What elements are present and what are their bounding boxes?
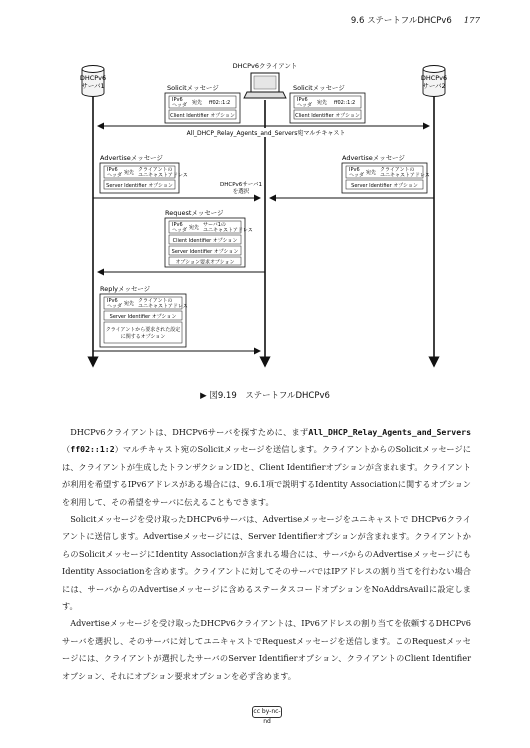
ipv6-header-label: IPv6 [107, 298, 118, 304]
select-note: DHCPv6サーバ1 [219, 182, 263, 188]
reply-title: Replyメッセージ [100, 285, 151, 293]
dest-value: ユニキャストアドレス [203, 227, 253, 234]
figure-caption: ▶ 図9.19 ステートフルDHCPv6 [200, 391, 330, 401]
body-text [62, 424, 471, 685]
dest-value: ff02::1:2 [334, 100, 356, 106]
ipv6-header-label: ヘッダ [349, 172, 365, 179]
text-run: ）マルチキャスト宛のSolicitメッセージを送信します。クライアントからのSolicitメッセージには、クライアントが生成したトランザクションIDと、Client Identifierオプションが含まれます。クライアントが利用を希望するIPv6アドレスがある場合には、9.6.1項で説明するIdentity Associationに関するオプションを利用して、その希望をサーバに伝えることもできます。 [62, 444, 471, 507]
server1-label: サーバ1 [81, 82, 105, 90]
dest-label: 宛先 [189, 225, 200, 231]
advertise-left-title: Advertiseメッセージ [100, 154, 163, 162]
text-run: （ [62, 444, 71, 455]
laptop-icon [244, 73, 286, 98]
paragraph [62, 424, 471, 511]
dest-label: 宛先 [124, 301, 135, 307]
dest-value: ユニキャストアドレス [138, 172, 188, 179]
request-title: Requestメッセージ [165, 209, 224, 217]
dest-label: 宛先 [317, 100, 328, 106]
server2-label: サーバ2 [422, 82, 446, 90]
server2-label: DHCPv6 [420, 74, 448, 82]
dest-label: 宛先 [124, 170, 135, 176]
ipv6-header-label: IPv6 [349, 167, 360, 173]
dest-label: 宛先 [366, 170, 377, 176]
option-label-line: クライアントから要求された設定 [105, 327, 181, 333]
ipv6-header-label: ヘッダ [297, 102, 313, 109]
ipv6-header-label: ヘッダ [172, 102, 188, 109]
dest-value: ff02::1:2 [209, 100, 231, 106]
page-number: 177 [463, 16, 480, 26]
server2-icon [421, 66, 447, 97]
option-label: Server Identifier オプション [351, 183, 418, 189]
ipv6-header-label: ヘッダ [172, 227, 188, 234]
client-label: DHCPv6クライアント [232, 62, 298, 70]
dest-value: ユニキャストアドレス [138, 303, 188, 310]
paragraph: Advertiseメッセージを受け取ったDHCPv6クライアントは、IPv6アドレスの割り当てを依頼するDHCPv6サーバを選択し、そのサーバに対してユニキャストでRequestメッセージを送信します。このRequestメッセージには、クライアントが選択したサーバのServer Identifierオプション、クライアントのClient Identifierオプション、それにオプション要求オプションを必ず含めます。 [62, 618, 471, 681]
option-label: Client Identifier オプション [295, 113, 360, 119]
option-label: Server Identifier オプション [109, 314, 177, 320]
code-run: ff02::1:2 [70, 444, 115, 455]
ipv6-header-label: IPv6 [297, 97, 308, 103]
dest-value: クライアントの [138, 167, 173, 173]
text-run: DHCPv6クライアントは、DHCPv6サーバを探すために、まず [70, 427, 309, 437]
select-note: を選択 [232, 189, 250, 195]
ipv6-header-label: ヘッダ [107, 303, 123, 310]
option-label: Server Identifier オプション [171, 249, 239, 255]
option-label: オプション要求オプション [175, 259, 235, 266]
ipv6-header-label: IPv6 [172, 222, 183, 228]
dest-value: クライアントの [138, 298, 173, 304]
dest-value: サーバ1の [203, 222, 226, 228]
solicit-right-title: Solicitメッセージ [293, 84, 345, 92]
server1-icon [80, 66, 106, 97]
solicit-left-title: Solicitメッセージ [167, 84, 219, 92]
ipv6-header-label: ヘッダ [107, 172, 123, 179]
section-title: 9.6 ステートフルDHCPv6 [350, 16, 452, 26]
option-label: Client Identifier オプション [170, 113, 235, 119]
dest-value: ユニキャストアドレス [380, 172, 430, 179]
server1-label: DHCPv6 [79, 74, 107, 82]
option-label: Client Identifier オプション [172, 238, 238, 244]
paragraph: Solicitメッセージを受け取ったDHCPv6サーバは、Advertiseメッセージをユニキャストで DHCPv6クライアントに送信します。Advertiseメッセージには、Server Identifierオプションが含まれます。クライアントからのSolicitメッセージにIdentity Associationが含まれる場合には、サーバからのAdvertiseメッセージにもIdentity Associationを含めます。クライアントに対してそのサーバではIPアドレスの割り当てを行わない場合には、サーバからのAdvertiseメッセージに含めるステータスコードオプションをNoAddrsAvailに設定します。 [62, 514, 471, 612]
cc-license-badge: cc by-nc-nd [253, 708, 281, 725]
ipv6-header-label: IPv6 [172, 97, 183, 103]
ipv6-header-label: IPv6 [107, 167, 118, 173]
multicast-label: All_DHCP_Relay_Agents_and_Servers宛マルチキャスト [186, 130, 346, 137]
dest-value: クライアントの [380, 167, 415, 173]
code-run: All_DHCP_Relay_Agents_and_Servers [308, 427, 471, 437]
option-label: Server Identifier オプション [106, 183, 173, 189]
dest-label: 宛先 [192, 100, 203, 106]
advertise-right-title: Advertiseメッセージ [342, 154, 405, 162]
option-label-line: に関するオプション [120, 334, 166, 340]
